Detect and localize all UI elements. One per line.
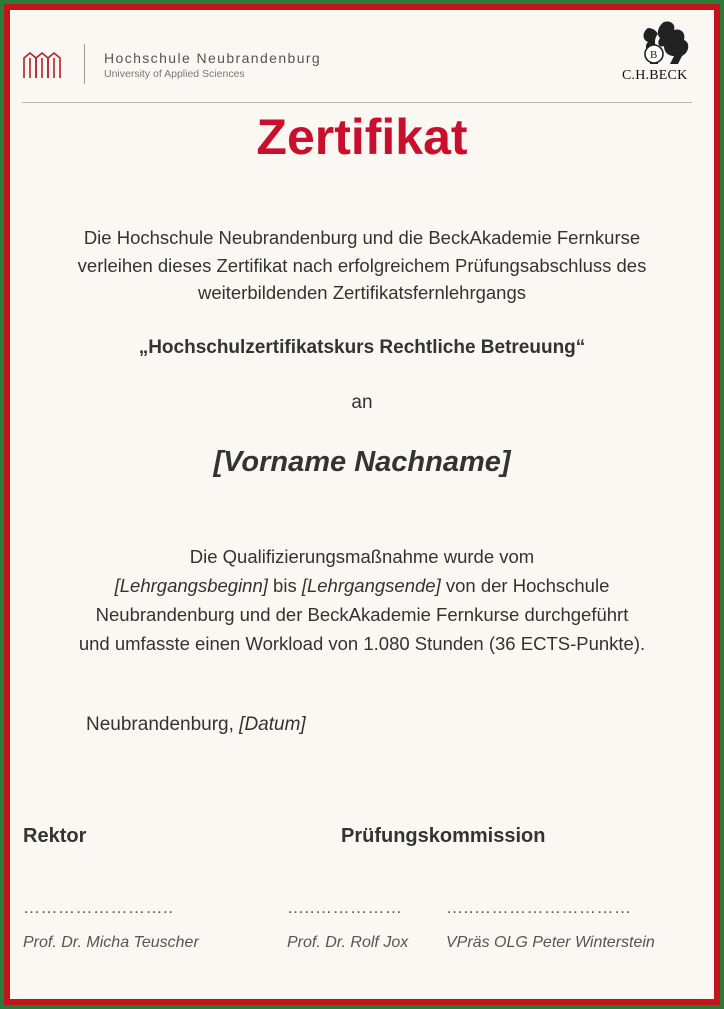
signature-line-2: …..……………	[287, 898, 403, 917]
rektor-label: Rektor	[23, 825, 87, 847]
completion-line-2	[0, 571, 724, 600]
header-divider	[22, 102, 692, 103]
university-name: Hochschule Neubrandenburg	[104, 50, 322, 66]
commission-label: Prüfungskommission	[341, 825, 546, 847]
date-placeholder: [Datum]	[239, 714, 306, 735]
signer-1-name: Prof. Dr. Micha Teuscher	[23, 934, 199, 951]
intro-paragraph	[0, 224, 724, 307]
beck-logo-text: C.H.BECK	[622, 68, 688, 83]
intro-line-1: Die Hochschule Neubrandenburg und die BeckAkademie Fernkurse	[83, 227, 641, 248]
signature-line-1: ……………………..	[23, 898, 174, 917]
certificate-title: Zertifikat	[256, 109, 468, 165]
recipient-name-placeholder: [Vorname Nachname]	[213, 446, 511, 478]
completion-line-3: Neubrandenburg und der BeckAkademie Fernkurse durchgeführt	[95, 604, 629, 625]
place-date-line	[86, 714, 306, 736]
intro-line-3: weiterbildenden Zertifikatsfernlehrgangs	[197, 282, 527, 303]
svg-text:B: B	[650, 49, 658, 61]
hochschule-logo-icon	[22, 50, 64, 80]
completion-paragraph	[0, 542, 724, 658]
university-subtitle: University of Applied Sciences	[104, 68, 245, 80]
end-date-placeholder: [Lehrgangsende]	[301, 575, 441, 596]
course-name: „Hochschulzertifikatskurs Rechtliche Betreuung“	[138, 337, 586, 358]
intro-line-2: verleihen dieses Zertifikat nach erfolgreichem Prüfungsabschluss des	[77, 254, 647, 276]
place-text: Neubrandenburg,	[86, 714, 240, 735]
signer-2-name: Prof. Dr. Rolf Jox	[287, 934, 409, 951]
logo-divider	[84, 44, 85, 84]
signature-line-3: …..………………………	[446, 898, 632, 917]
completion-line-2-rest: von der Hochschule	[440, 575, 610, 596]
signer-3-name: VPräs OLG Peter Winterstein	[446, 934, 655, 951]
completion-line-4: und umfasste einen Workload von 1.080 Stunden (36 ECTS-Punkte).	[78, 633, 646, 654]
an-text: an	[351, 392, 373, 413]
bis-text: bis	[267, 575, 302, 596]
completion-line-1: Die Qualifizierungsmaßnahme wurde vom	[189, 546, 535, 567]
start-date-placeholder: [Lehrgangsbeginn]	[114, 575, 268, 596]
